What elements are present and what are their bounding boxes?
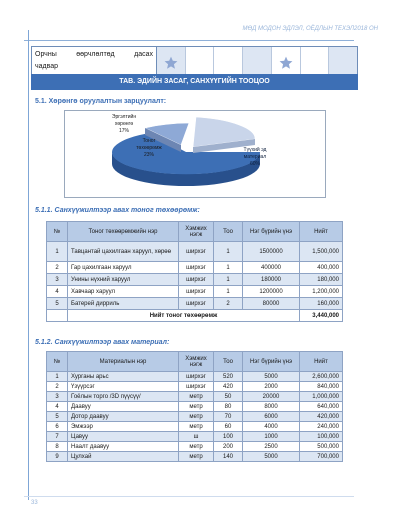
table-cell: ш <box>179 432 214 442</box>
table-cell: ширхэг <box>179 274 214 286</box>
table-cell: 420,000 <box>300 412 343 422</box>
table-cell: 5 <box>47 298 68 310</box>
table-row <box>47 412 343 422</box>
table-cell: 70 <box>214 412 243 422</box>
label-word-4: чадвар <box>35 63 59 70</box>
materials-table <box>46 351 343 462</box>
table-cell: ширхэг <box>179 262 214 274</box>
table-cell: 5000 <box>243 372 300 382</box>
table-row <box>47 452 343 462</box>
table-cell: 6000 <box>243 412 300 422</box>
table-cell: ширхэг <box>179 382 214 392</box>
label-equip-2: төхөөрөмж <box>136 145 162 151</box>
adaptability-row <box>31 46 358 76</box>
table-cell: 50 <box>214 392 243 402</box>
table-cell: 8000 <box>243 402 300 412</box>
section-heading-materials: 5.1.2. Санхүүжилтээр авах материал: <box>35 339 170 346</box>
table-cell: 240,000 <box>300 422 343 432</box>
table-cell: Цулхай <box>68 452 179 462</box>
table-cell: 1 <box>214 274 243 286</box>
table-cell: 80000 <box>243 298 300 310</box>
table-cell: 80 <box>214 402 243 412</box>
table-row <box>47 262 343 274</box>
table-cell: Эмжээр <box>68 422 179 432</box>
table-cell: 3 <box>47 274 68 286</box>
table-cell: ширхэг <box>179 298 214 310</box>
label-word-2: өөрчлөлтөд <box>76 51 115 58</box>
table-cell: метр <box>179 452 214 462</box>
col-unit-price: Нэг бүрийн үнэ <box>243 222 300 242</box>
table-cell: метр <box>179 422 214 432</box>
rating-cell-4 <box>243 47 272 75</box>
rating-cell-3 <box>214 47 243 75</box>
col-no: № <box>47 222 68 242</box>
col-name: Материалын нэр <box>68 352 179 372</box>
label-working-1: Эргэлтийн <box>111 114 137 120</box>
footer-divider <box>24 496 354 497</box>
col-unit-price: Нэг бүрийн үнэ <box>243 352 300 372</box>
total-row <box>47 310 343 322</box>
col-name: Тоног төхөөрөмжийн нэр <box>68 222 179 242</box>
table-row <box>47 382 343 392</box>
table-cell: 7 <box>47 432 68 442</box>
table-cell: метр <box>179 392 214 402</box>
table-cell: Гар цахилгаан харуул <box>68 262 179 274</box>
page-number: 33 <box>31 500 38 506</box>
table-cell: 2 <box>214 298 243 310</box>
table-cell: 1,000,000 <box>300 392 343 402</box>
star-icon <box>279 56 293 70</box>
table-cell: 500,000 <box>300 442 343 452</box>
table-row <box>47 242 343 262</box>
table-cell: 180000 <box>243 274 300 286</box>
label-working-3: 17% <box>118 128 130 134</box>
table-cell: 3 <box>47 392 68 402</box>
table-cell: 700,000 <box>300 452 343 462</box>
table-cell: 4 <box>47 286 68 298</box>
table-row <box>47 274 343 286</box>
table-cell: 2 <box>47 382 68 392</box>
table-cell: 9 <box>47 452 68 462</box>
table-row <box>47 298 343 310</box>
table-cell: 400,000 <box>300 262 343 274</box>
table-cell: 60 <box>214 422 243 432</box>
label-raw-1: Түүхий эд <box>243 147 267 153</box>
adaptability-label <box>32 47 157 75</box>
table-cell: Хавчаар харуул <box>68 286 179 298</box>
table-cell: 5 <box>47 412 68 422</box>
table-row <box>47 392 343 402</box>
table-cell: 8 <box>47 442 68 452</box>
table-cell: Унины нүхний харуул <box>68 274 179 286</box>
table-cell: Хурганы арьс <box>68 372 179 382</box>
label-equip-3: 23% <box>143 152 155 158</box>
table-row <box>47 432 343 442</box>
table-cell: 6 <box>47 422 68 432</box>
table-cell: 1 <box>47 372 68 382</box>
table-cell: Батерей дирриль <box>68 298 179 310</box>
rating-cell-5 <box>272 47 301 75</box>
col-qty: Тоо <box>214 352 243 372</box>
table-cell: 400000 <box>243 262 300 274</box>
col-total: Нийт <box>300 222 343 242</box>
table-cell: 100,000 <box>300 432 343 442</box>
table-cell: 520 <box>214 372 243 382</box>
header-year: 2018 ОН <box>353 26 378 32</box>
table-cell: 4000 <box>243 422 300 432</box>
table-cell: 160,000 <box>300 298 343 310</box>
table-cell: метр <box>179 412 214 422</box>
label-word-1: Орчны <box>35 51 57 58</box>
table-cell: Даавуу <box>68 402 179 412</box>
table-cell: метр <box>179 402 214 412</box>
equipment-table <box>46 221 343 322</box>
label-word-3: дасах <box>134 51 153 58</box>
table-row <box>47 372 343 382</box>
table-cell: Тавцантай цахилгаан харуул, хөрөө <box>68 242 179 262</box>
rating-cell-1 <box>157 47 186 75</box>
rating-cell-7 <box>329 47 357 75</box>
table-cell: 2,600,000 <box>300 372 343 382</box>
col-total: Нийт <box>300 352 343 372</box>
table-row <box>47 286 343 298</box>
table-cell: 100 <box>214 432 243 442</box>
section-heading-equipment: 5.1.1. Санхүүжилтээр авах тоног төхөөрөмж: <box>35 207 200 214</box>
table-cell: 2000 <box>243 382 300 392</box>
table-cell: Дотор даавуу <box>68 412 179 422</box>
table-cell: Гоёлын торго /3D пүүсүү/ <box>68 392 179 402</box>
table-cell: 1,200,000 <box>300 286 343 298</box>
header-divider <box>24 40 354 41</box>
table-cell: Наалт даавуу <box>68 442 179 452</box>
table-cell: 200 <box>214 442 243 452</box>
margin-line <box>28 30 29 500</box>
col-qty: Тоо <box>214 222 243 242</box>
table-cell: 1 <box>214 242 243 262</box>
total-label: Нийт тоног төхөөрөмж <box>68 310 300 322</box>
table-row <box>47 442 343 452</box>
rating-cell-2 <box>186 47 215 75</box>
table-row <box>47 402 343 412</box>
section-heading-investment: 5.1. Хөрөнгө оруулалтын зарцуулалт: <box>35 98 167 105</box>
table-cell: ширхэг <box>179 286 214 298</box>
table-cell: 1 <box>214 262 243 274</box>
table-cell: 140 <box>214 452 243 462</box>
table-cell: 420 <box>214 382 243 392</box>
col-unit: Хэмжих нэгж <box>179 352 214 372</box>
rating-cell-6 <box>301 47 330 75</box>
chart-frame <box>64 110 326 198</box>
table-cell: 1200000 <box>243 286 300 298</box>
table-cell: Үзүүрсэг <box>68 382 179 392</box>
table-cell: ширхэг <box>179 372 214 382</box>
table-cell: 2500 <box>243 442 300 452</box>
table-cell: 2 <box>47 262 68 274</box>
table-cell: 1000 <box>243 432 300 442</box>
label-raw-2: материал <box>243 154 267 160</box>
table-cell: 840,000 <box>300 382 343 392</box>
table-cell: 180,000 <box>300 274 343 286</box>
table-cell: метр <box>179 442 214 452</box>
table-cell: ширхэг <box>179 242 214 262</box>
table-row <box>47 422 343 432</box>
total-value: 3,440,000 <box>300 310 343 322</box>
label-raw-3: 60% <box>249 161 261 167</box>
table-cell: 1 <box>214 286 243 298</box>
table-cell: 4 <box>47 402 68 412</box>
label-working-2: хөрөнгө <box>114 121 134 127</box>
header-title: МӨД МОДОН ЭДЛЭЛ, ОЁДЛЫН ТЕХЭЛ <box>242 26 354 32</box>
table-cell: 1,500,000 <box>300 242 343 262</box>
label-equip-1: Тоног <box>142 138 156 144</box>
table-cell: 1 <box>47 242 68 262</box>
table-cell: 640,000 <box>300 402 343 412</box>
table-cell: 5000 <box>243 452 300 462</box>
star-icon <box>164 56 178 70</box>
table-cell: 20000 <box>243 392 300 402</box>
pie-chart <box>65 111 327 199</box>
section-banner: ТАВ. ЭДИЙН ЗАСАГ, САНХҮҮГИЙН ТООЦОО <box>31 74 358 90</box>
col-unit: Хэмжих нэгж <box>179 222 214 242</box>
table-cell: 1500000 <box>243 242 300 262</box>
col-no: № <box>47 352 68 372</box>
table-cell: Цавуу <box>68 432 179 442</box>
